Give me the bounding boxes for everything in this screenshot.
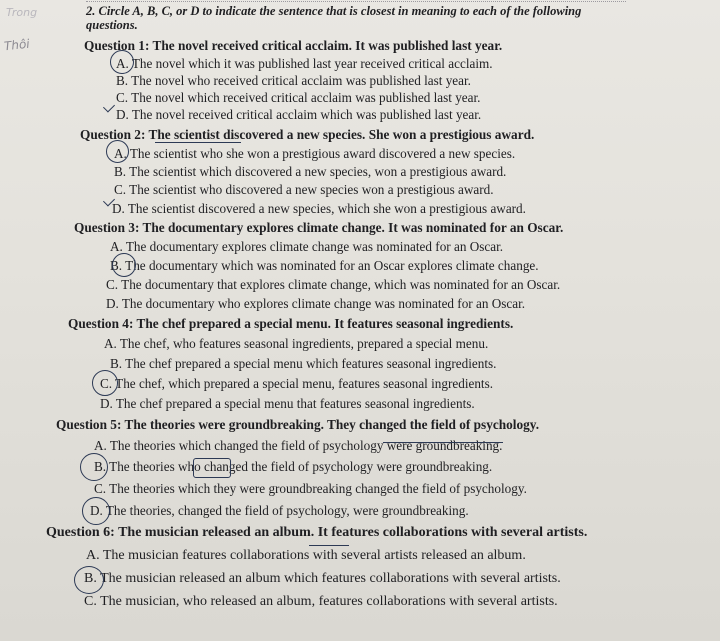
question-6-option-a[interactable]: A. The musician features collaborations with several artists released an album. bbox=[86, 548, 526, 563]
answer-circle-q1 bbox=[110, 50, 134, 74]
answer-circle-q4 bbox=[92, 370, 118, 396]
instruction-line-1: 2. Circle A, B, C, or D to indicate the sentence that is closest in meaning to each of the following bbox=[86, 4, 582, 18]
answer-circle-q6 bbox=[74, 566, 104, 594]
question-4-option-a[interactable]: A. The chef, who features seasonal ingredients, prepared a special menu. bbox=[104, 336, 489, 351]
question-6-option-b[interactable]: B. The musician released an album which features collaborations with several artists. bbox=[84, 571, 561, 586]
question-3-option-d[interactable]: D. The documentary who explores climate change was nominated for an Oscar. bbox=[106, 296, 526, 311]
question-2-option-c[interactable]: C. The scientist who discovered a new species won a prestigious award. bbox=[114, 182, 494, 197]
question-2-option-a[interactable]: A. The scientist who she won a prestigious award discovered a new species. bbox=[114, 146, 516, 161]
question-2-option-b[interactable]: B. The scientist which discovered a new species, won a prestigious award. bbox=[114, 164, 507, 179]
instruction-line-2: questions. bbox=[86, 18, 138, 32]
question-1-option-a[interactable]: A. The novel which it was published last year received critical acclaim. bbox=[116, 56, 493, 71]
question-4-option-d[interactable]: D. The chef prepared a special menu that features seasonal ingredients. bbox=[100, 396, 475, 411]
pen-box-who bbox=[193, 458, 231, 478]
question-3-option-a[interactable]: A. The documentary explores climate change was nominated for an Oscar. bbox=[110, 239, 504, 254]
answer-circle-q5-b bbox=[80, 453, 108, 481]
question-1-option-b[interactable]: B. The novel who received critical acclaim was published last year. bbox=[116, 73, 471, 88]
question-4-option-c[interactable]: C. The chef, which prepared a special menu, features seasonal ingredients. bbox=[100, 376, 494, 391]
margin-note-2: Thôi bbox=[3, 36, 31, 54]
pen-underline-q5 bbox=[383, 442, 503, 443]
question-5-option-c[interactable]: C. The theories which they were groundbreaking changed the field of psychology. bbox=[94, 481, 527, 496]
question-1-option-c[interactable]: C. The novel which received critical acclaim was published last year. bbox=[116, 90, 481, 105]
answer-circle-q3 bbox=[112, 253, 136, 277]
question-6-option-c[interactable]: C. The musician, who released an album, features collaborations with several artists. bbox=[84, 594, 558, 609]
pen-underline-q6 bbox=[309, 545, 349, 546]
question-4-prompt: Question 4: The chef prepared a special menu. It features seasonal ingredients. bbox=[68, 316, 514, 331]
question-3-option-b[interactable]: B. The documentary which was nominated for an Oscar explores climate change. bbox=[110, 258, 539, 273]
margin-note-1: Trong bbox=[6, 6, 38, 19]
question-1-option-d[interactable]: D. The novel received critical acclaim which was published last year. bbox=[116, 107, 482, 122]
question-2-prompt: Question 2: The scientist discovered a new species. She won a prestigious award. bbox=[80, 127, 535, 142]
question-5-prompt: Question 5: The theories were groundbreaking. They changed the field of psychology. bbox=[56, 417, 540, 432]
question-3-option-c[interactable]: C. The documentary that explores climate change, which was nominated for an Oscar. bbox=[106, 277, 561, 292]
question-5-option-a[interactable]: A. The theories which changed the field of psychology were groundbreaking. bbox=[94, 438, 503, 453]
question-6-prompt: Question 6: The musician released an album. It features collaborations with several artists. bbox=[46, 525, 588, 540]
answer-circle-q2 bbox=[106, 140, 129, 163]
question-5-option-d[interactable]: D. The theories, changed the field of psychology, were groundbreaking. bbox=[90, 503, 469, 518]
question-1-prompt: Question 1: The novel received critical acclaim. It was published last year. bbox=[84, 38, 503, 53]
question-3-prompt: Question 3: The documentary explores climate change. It was nominated for an Oscar. bbox=[74, 220, 564, 235]
question-2-option-d[interactable]: D. The scientist discovered a new species, which she won a prestigious award. bbox=[112, 201, 526, 216]
pen-underline-q2 bbox=[155, 142, 241, 143]
question-4-option-b[interactable]: B. The chef prepared a special menu which features seasonal ingredients. bbox=[110, 356, 497, 371]
question-5-option-b[interactable]: B. The theories who changed the field of psychology were groundbreaking. bbox=[94, 459, 493, 474]
answer-circle-q5-d bbox=[82, 497, 110, 525]
